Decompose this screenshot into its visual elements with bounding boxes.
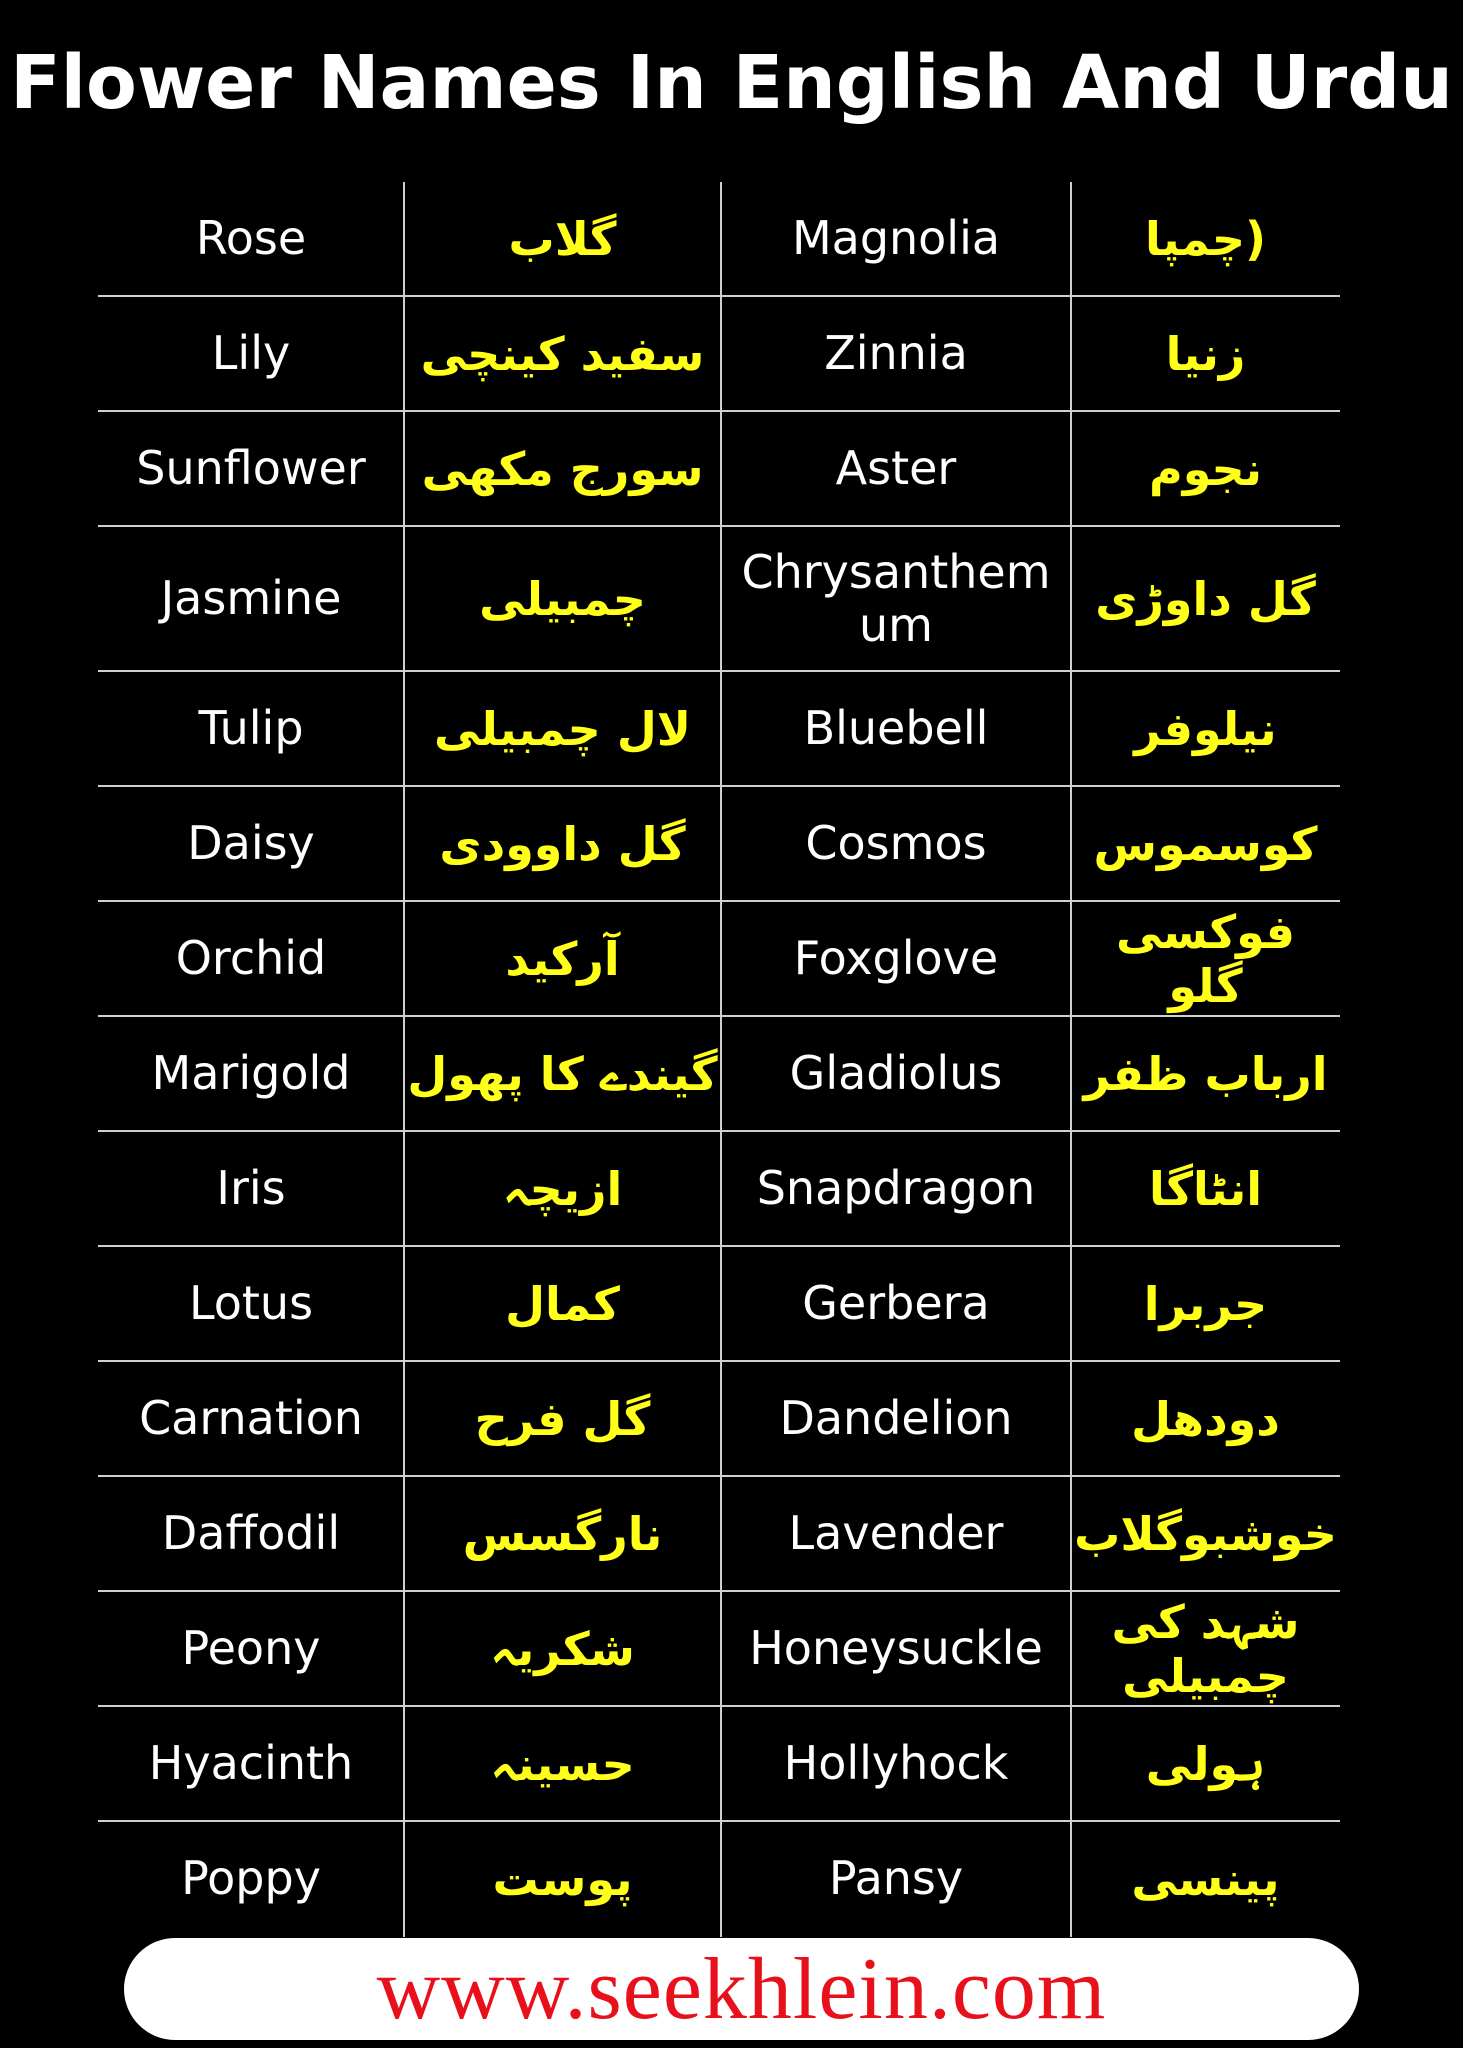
urdu-name: پینسی <box>1131 1851 1280 1906</box>
english-name: Magnolia <box>791 211 1001 266</box>
urdu-name: ہولی <box>1145 1736 1266 1791</box>
table-row <box>98 1132 1340 1247</box>
urdu-name: سفید کینچی <box>420 326 705 381</box>
english-name: Hyacinth <box>148 1736 354 1791</box>
table-row <box>98 1822 1340 1935</box>
table-row <box>98 787 1340 902</box>
english-name: Lily <box>211 326 291 381</box>
english-name: Sunflower <box>136 441 366 496</box>
urdu-name: آرکید <box>505 931 620 986</box>
urdu-name: نیلوفر <box>1134 701 1277 756</box>
urdu-name: گلاب <box>508 211 617 266</box>
urdu-name: ارباب ظفر <box>1083 1046 1328 1101</box>
english-name: Jasmine <box>160 571 342 626</box>
urdu-name: جربرا <box>1143 1276 1268 1331</box>
urdu-name: کوسموس <box>1093 816 1318 871</box>
english-name: Gladiolus <box>789 1046 1003 1101</box>
urdu-name: زنیا <box>1165 326 1246 381</box>
table-row <box>98 527 1340 672</box>
urdu-name: حسینہ <box>490 1736 635 1791</box>
urdu-name: دودھل <box>1131 1391 1280 1446</box>
urdu-name: فوکسی گلو <box>1115 904 1296 1013</box>
urdu-name: نارگسس <box>462 1506 663 1561</box>
urdu-name: (چمپا <box>1144 211 1267 266</box>
urdu-name: گل داوڑی <box>1095 571 1316 626</box>
table-row <box>98 1592 1340 1707</box>
english-name: Orchid <box>175 931 327 986</box>
english-name: Foxglove <box>793 931 999 986</box>
english-name: Poppy <box>181 1851 321 1906</box>
english-name: Marigold <box>151 1046 351 1101</box>
urdu-name: سورج مکھی <box>421 441 704 496</box>
urdu-name: لال چمبیلی <box>433 701 692 756</box>
table-row <box>98 297 1340 412</box>
urdu-name: شکریہ <box>490 1621 635 1676</box>
table-row <box>98 412 1340 527</box>
urdu-name: کمال <box>505 1276 620 1331</box>
english-name: Dandelion <box>779 1391 1013 1446</box>
english-name: Honeysuckle <box>749 1621 1043 1676</box>
english-name: Pansy <box>828 1851 964 1906</box>
urdu-name: گل فرح <box>474 1391 651 1446</box>
english-name: Lavender <box>788 1506 1004 1561</box>
urdu-name: انٹاگا <box>1148 1161 1263 1216</box>
website-url[interactable]: www.seekhlein.com <box>376 1940 1107 2038</box>
table-row <box>98 182 1340 297</box>
english-name: Daisy <box>187 816 315 871</box>
urdu-name: گل داوودی <box>439 816 686 871</box>
table-row <box>98 1247 1340 1362</box>
english-name: Carnation <box>139 1391 363 1446</box>
urdu-name: ازیچہ <box>502 1161 623 1216</box>
english-name: Cosmos <box>805 816 987 871</box>
english-name: Rose <box>195 211 307 266</box>
english-name: Tulip <box>198 701 304 756</box>
english-name: Snapdragon <box>756 1161 1036 1216</box>
english-name: Peony <box>181 1621 321 1676</box>
english-name: Hollyhock <box>783 1736 1009 1791</box>
english-name: Aster <box>835 441 957 496</box>
table-row <box>98 902 1340 1017</box>
english-name: Lotus <box>188 1276 314 1331</box>
english-name: Iris <box>216 1161 286 1216</box>
table-row <box>98 1707 1340 1822</box>
flower-names-table <box>98 182 1340 1935</box>
table-row <box>98 1017 1340 1132</box>
urdu-name: گیندے کا پھول <box>407 1046 718 1101</box>
urdu-name: نجوم <box>1149 441 1262 496</box>
english-name: Daffodil <box>161 1506 341 1561</box>
website-banner <box>124 1938 1359 2040</box>
table-row <box>98 1362 1340 1477</box>
english-name: Zinnia <box>824 326 968 381</box>
urdu-name: پوست <box>492 1851 633 1906</box>
english-name: Gerbera <box>802 1276 990 1331</box>
page-title: Flower Names In English And Urdu <box>10 40 1453 126</box>
table-row <box>98 672 1340 787</box>
urdu-name: شہد کی چمبیلی <box>1111 1594 1300 1703</box>
table-row <box>98 1477 1340 1592</box>
urdu-name: خوشبوگلاب <box>1074 1506 1337 1561</box>
urdu-name: چمبیلی <box>479 571 646 626</box>
english-name: Bluebell <box>803 701 989 756</box>
english-name: Chrysanthemum <box>741 544 1051 652</box>
